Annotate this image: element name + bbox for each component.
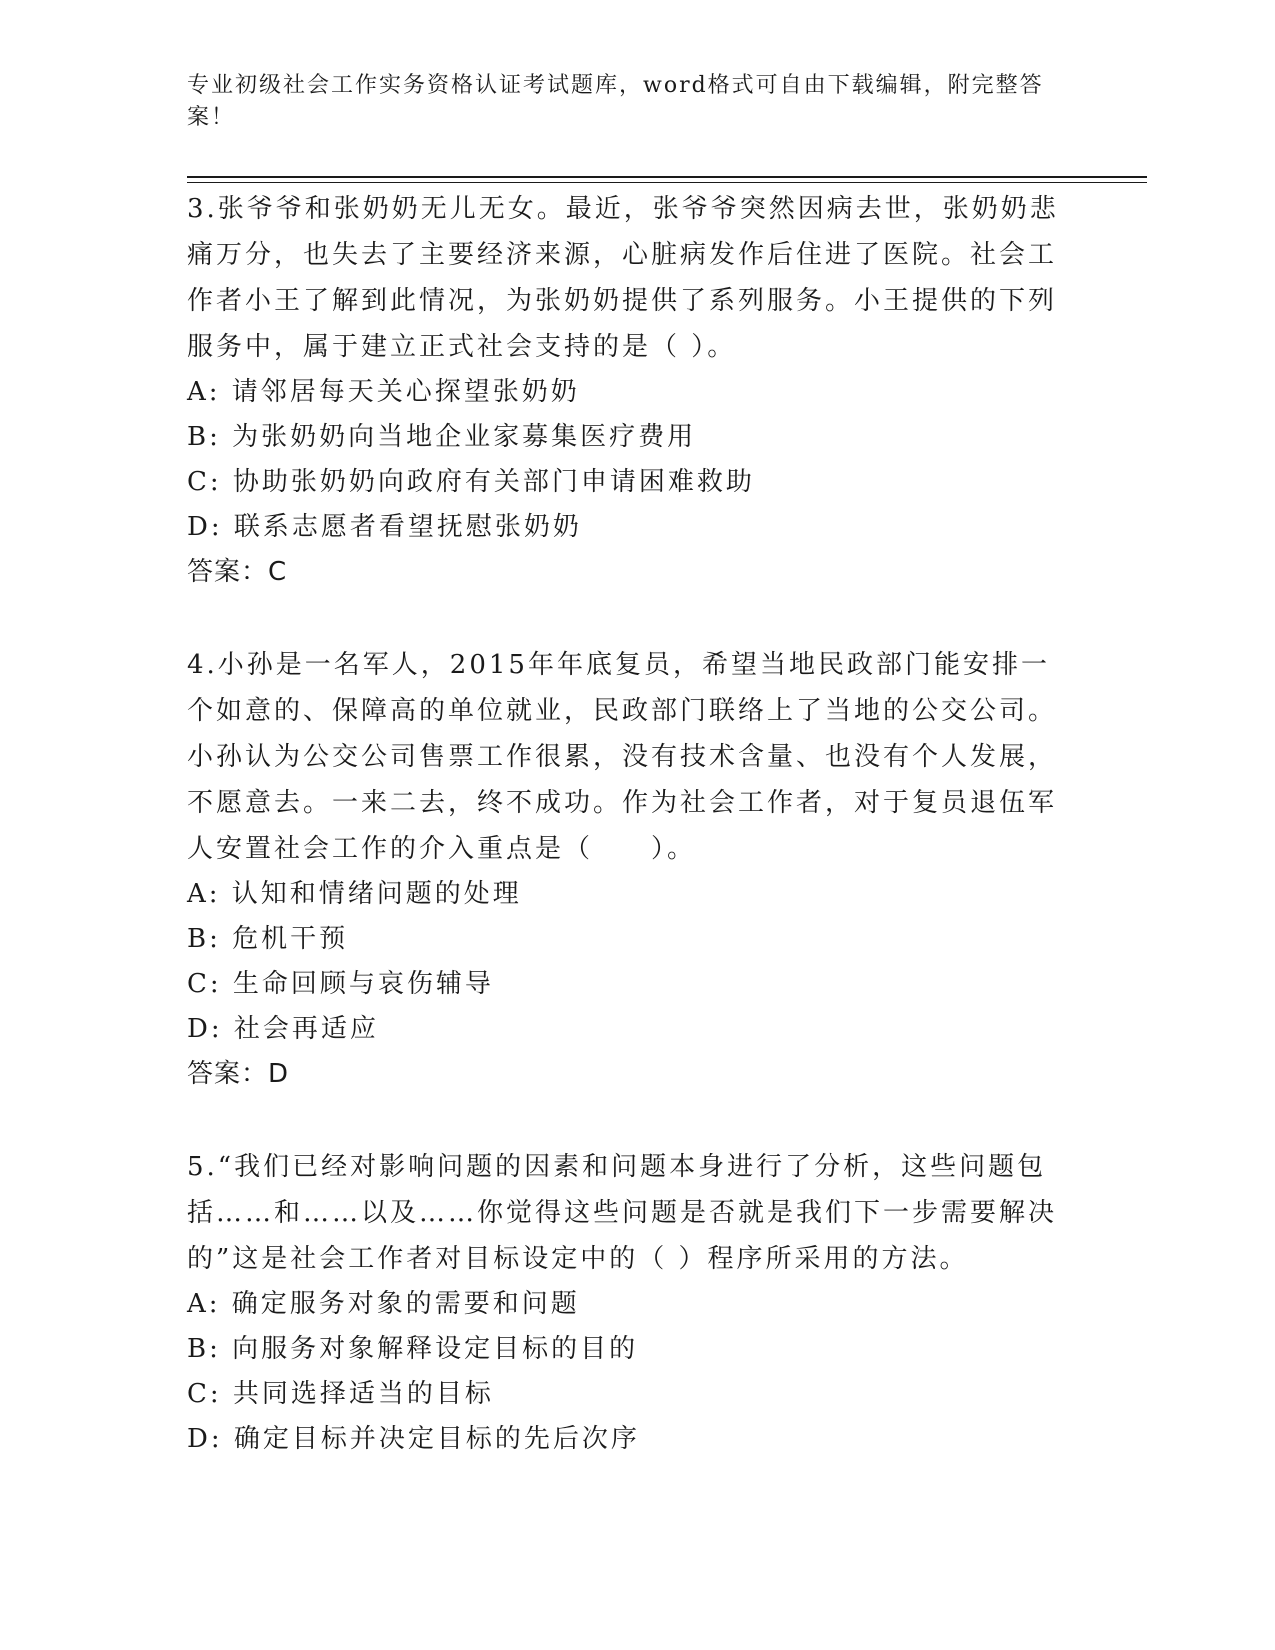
option-list	[187, 370, 1067, 550]
header-rule-thin	[187, 182, 1147, 183]
option-c: C: 生命回顾与哀伤辅导	[187, 969, 494, 999]
block-spacer	[187, 1096, 1067, 1144]
option-b: B: 危机干预	[187, 924, 349, 954]
question-block-5	[187, 1144, 1067, 1462]
question-block-3	[187, 186, 1067, 594]
question-text: 5.“我们已经对影响问题的因素和问题本身进行了分析，这些问题包括……和……以及……你觉得这些问题是否就是我们下一步需要解决的”这是社会工作者对目标设定中的（ ）程序所采用的方法。	[187, 1152, 1058, 1274]
option-d: D: 确定目标并决定目标的先后次序	[187, 1424, 640, 1454]
option-c: C: 协助张奶奶向政府有关部门申请困难救助	[187, 467, 755, 497]
option-a: A: 请邻居每天关心探望张奶奶	[187, 377, 580, 407]
option-list	[187, 1282, 1067, 1462]
option-b: B: 为张奶奶向当地企业家募集医疗费用	[187, 422, 697, 452]
option-d: D: 联系志愿者看望抚慰张奶奶	[187, 512, 582, 542]
option-b: B: 向服务对象解释设定目标的目的	[187, 1334, 639, 1364]
option-list	[187, 872, 1067, 1052]
option-a: A: 认知和情绪问题的处理	[187, 879, 522, 909]
question-text: 4.小孙是一名军人，2015年年底复员，希望当地民政部门能安排一个如意的、保障高的单位就业，民政部门联络上了当地的公交公司。小孙认为公交公司售票工作很累，没有技术含量、也没有个人发展，不愿意去。一来二去，终不成功。作为社会工作者，对于复员退伍军人安置社会工作的介入重点是（ ）。	[187, 650, 1058, 864]
header-rule-thick	[187, 176, 1147, 178]
question-list	[187, 186, 1067, 1462]
answer-text: 答案：D	[187, 1059, 290, 1089]
document-header: 专业初级社会工作实务资格认证考试题库，word格式可自由下载编辑，附完整答案！	[187, 73, 1044, 130]
question-block-4	[187, 642, 1067, 1096]
question-text: 3.张爷爷和张奶奶无儿无女。最近，张爷爷突然因病去世，张奶奶悲痛万分，也失去了主要经济来源，心脏病发作后住进了医院。社会工作者小王了解到此情况，为张奶奶提供了系列服务。小王提供的下列服务中，属于建立正式社会支持的是（ ）。	[187, 194, 1059, 362]
option-d: D: 社会再适应	[187, 1014, 379, 1044]
answer-text: 答案：C	[187, 557, 288, 587]
block-spacer	[187, 594, 1067, 642]
option-a: A: 确定服务对象的需要和问题	[187, 1289, 580, 1319]
option-c: C: 共同选择适当的目标	[187, 1379, 494, 1409]
